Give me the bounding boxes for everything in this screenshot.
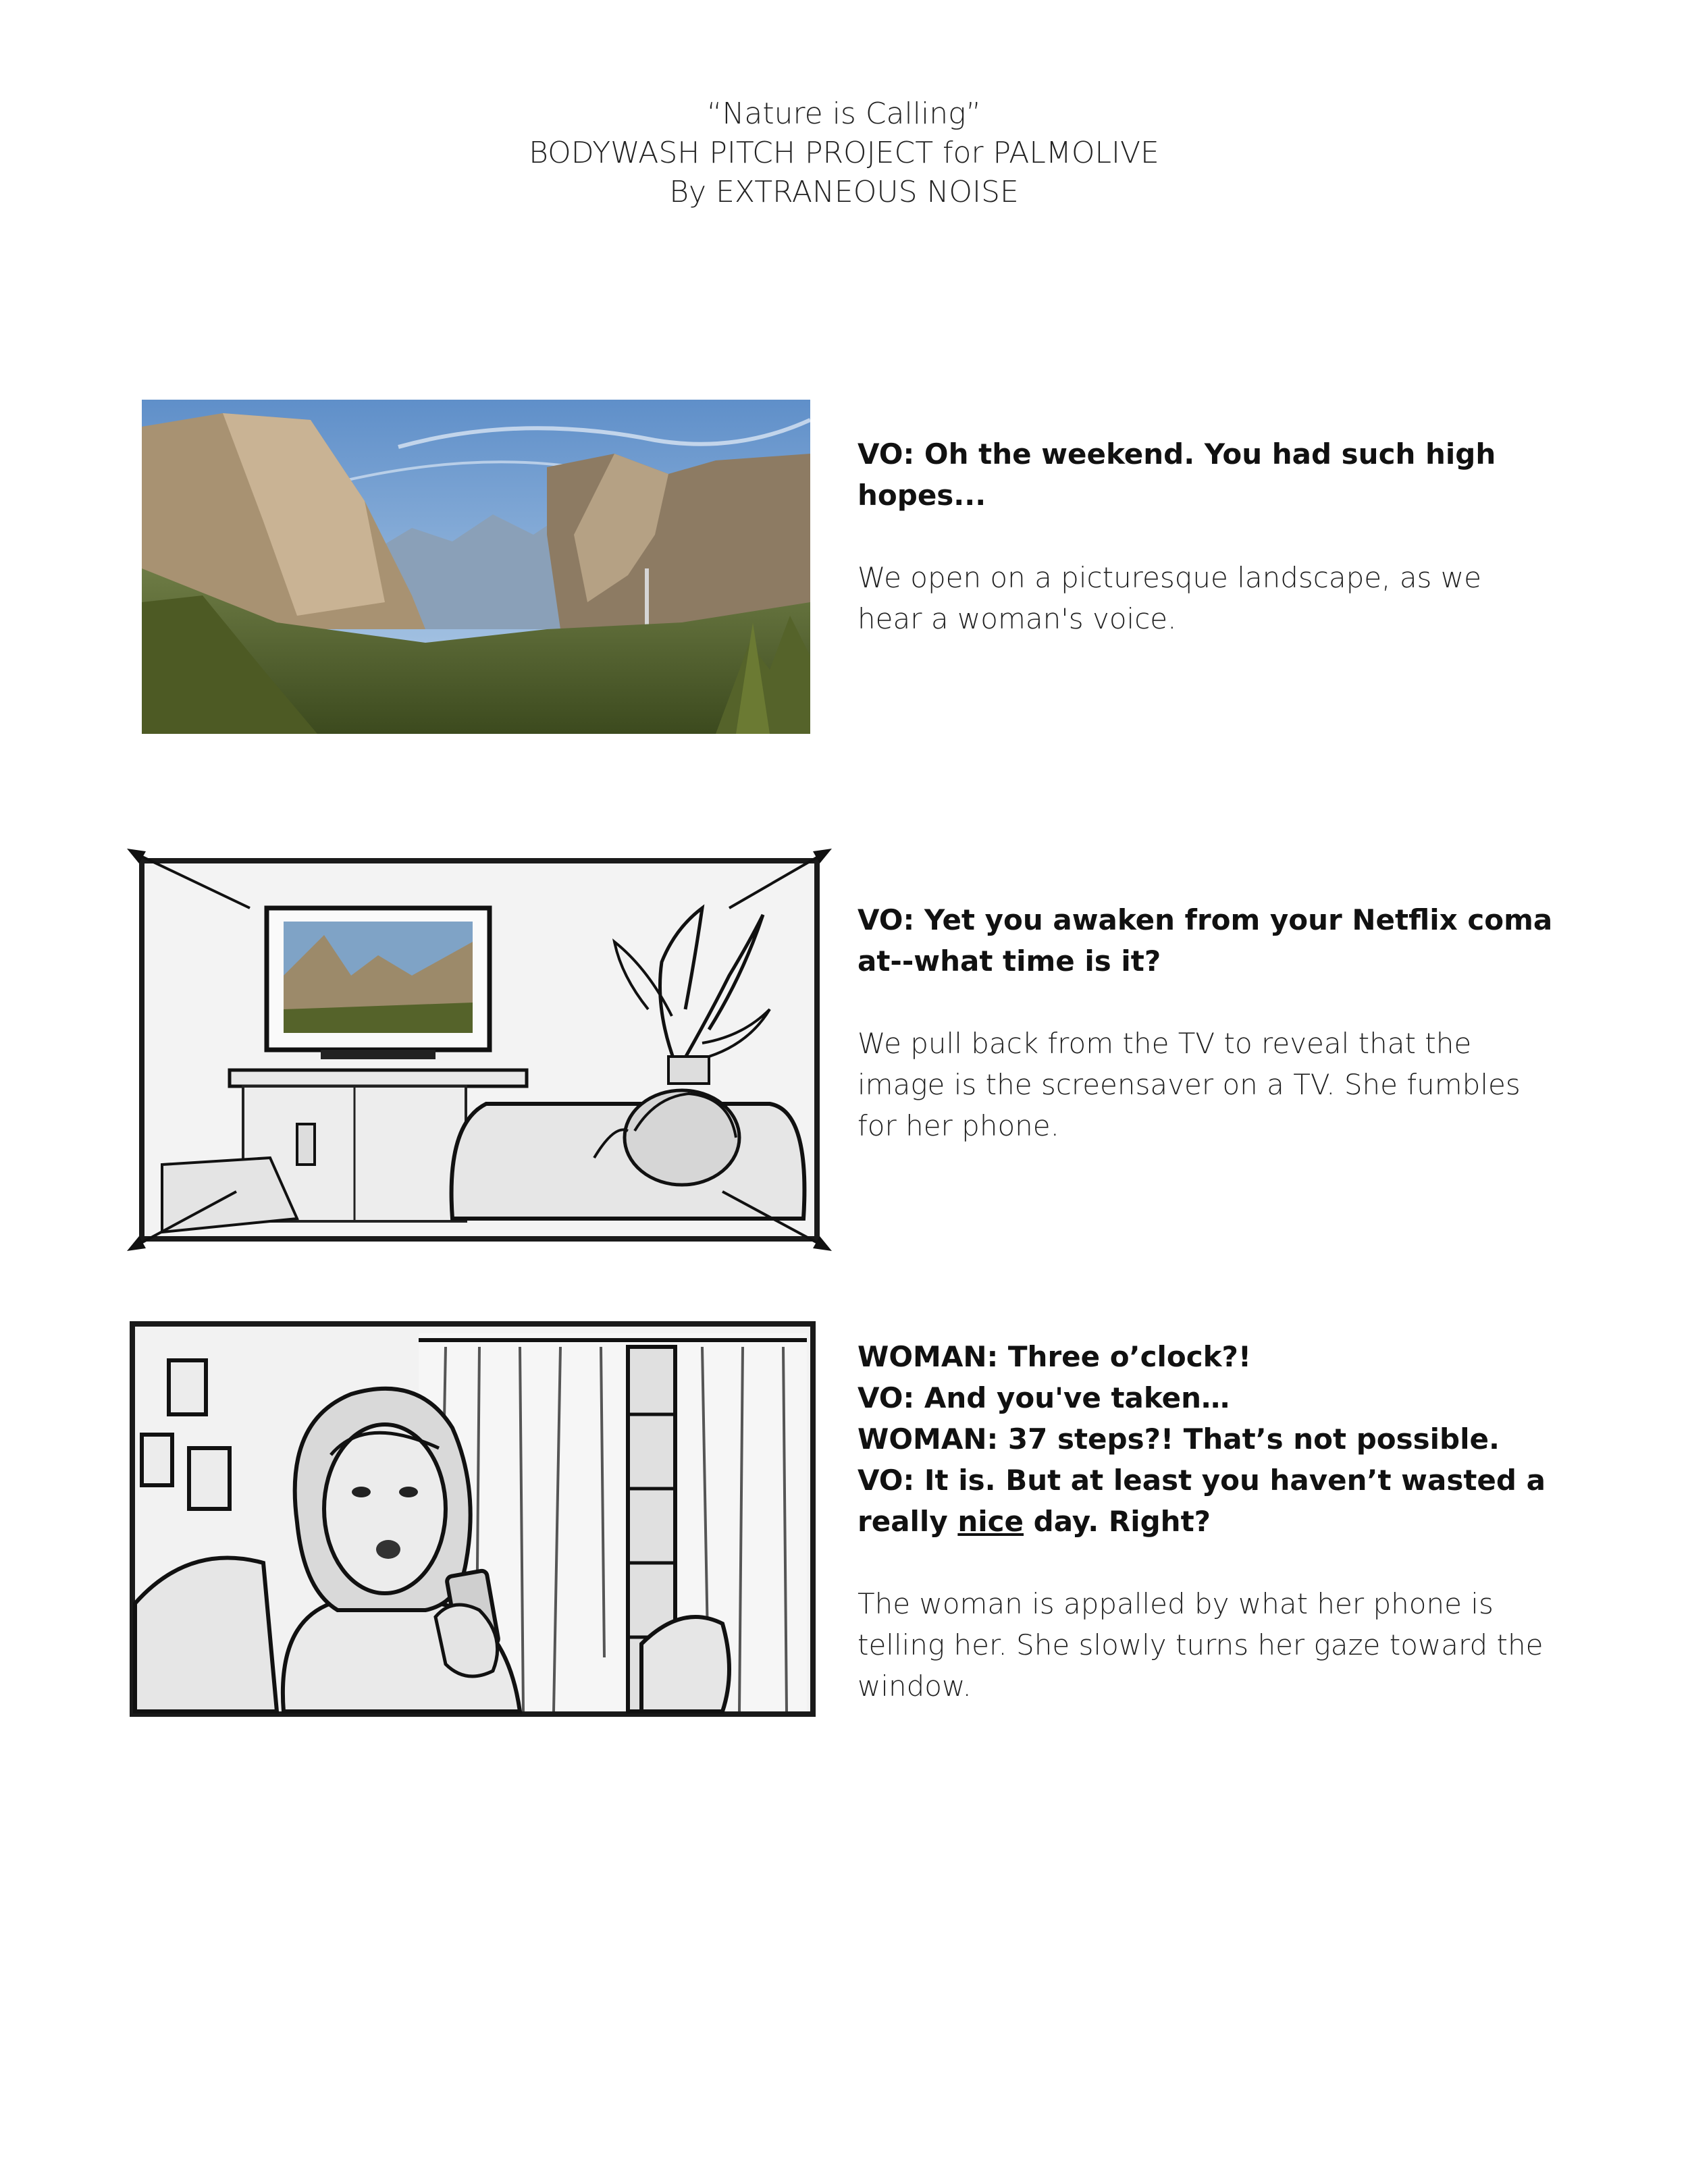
description-line: We pull back from the TV to reveal that the (858, 1027, 1472, 1060)
dialogue-line: hopes... (858, 479, 986, 512)
byline: By EXTRANEOUS NOISE (669, 175, 1019, 209)
panel-1-description (858, 557, 1573, 639)
dialogue-line: VO: Yet you awaken from your Netflix coma (858, 903, 1553, 936)
dialogue-line: VO: Oh the weekend. You had such high (858, 437, 1496, 471)
dialogue-line-last (858, 1501, 1573, 1542)
panel-1-dialogue (858, 433, 1573, 516)
underlined-word: nice (957, 1505, 1024, 1538)
document-header (0, 95, 1688, 212)
panel-1-script (858, 433, 1573, 639)
dialogue-line: WOMAN: Three o’clock?! (858, 1340, 1252, 1373)
panel-3-description (858, 1583, 1573, 1707)
description-line: telling her. She slowly turns her gaze toward the (858, 1628, 1544, 1661)
panel-2-dialogue (858, 899, 1573, 982)
dialogue-line: VO: And you've taken… (858, 1381, 1230, 1414)
panel-2-livingroom-sketch (122, 841, 837, 1259)
description-line: The woman is appalled by what her phone is (858, 1587, 1494, 1620)
description-line: window. (858, 1670, 972, 1703)
description-line: We open on a picturesque landscape, as we (858, 561, 1481, 594)
subtitle: BODYWASH PITCH PROJECT for PALMOLIVE (529, 136, 1159, 170)
panel-3-woman-sketch (128, 1320, 817, 1718)
panel-1-landscape-image (142, 400, 810, 734)
dialogue-text: really (858, 1505, 958, 1538)
panel-3-script (858, 1336, 1573, 1707)
dialogue-line: WOMAN: 37 steps?! That’s not possible. (858, 1422, 1500, 1456)
panel-2-script (858, 899, 1573, 1146)
description-line: for her phone. (858, 1109, 1059, 1142)
description-line: image is the screensaver on a TV. She fumbles (858, 1068, 1521, 1101)
title: “Nature is Calling” (706, 97, 982, 131)
description-line: hear a woman's voice. (858, 602, 1177, 635)
panel-3-dialogue (858, 1336, 1573, 1542)
dialogue-line: at--what time is it? (858, 944, 1161, 978)
dialogue-line: VO: It is. But at least you haven’t wasted a (858, 1464, 1546, 1497)
panel-2-description (858, 1023, 1573, 1146)
dialogue-text: day. Right? (1024, 1505, 1211, 1538)
